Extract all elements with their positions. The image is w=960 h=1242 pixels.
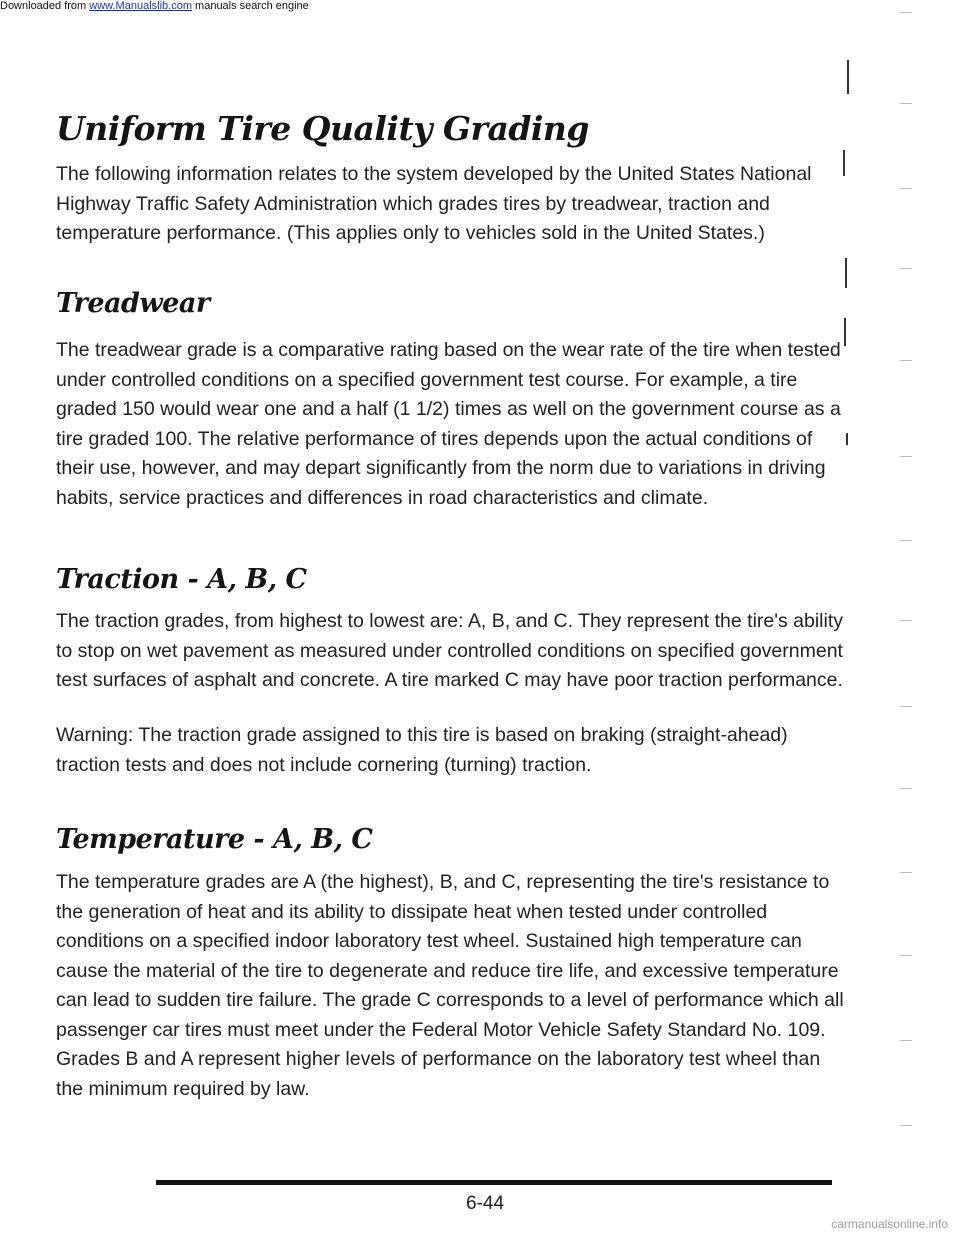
scan-edge-tick — [900, 1040, 912, 1041]
traction-heading: Traction - A, B, C — [56, 564, 307, 595]
scan-edge-mark — [843, 150, 845, 176]
scan-edge-mark — [844, 318, 846, 346]
scan-edge-tick — [900, 1125, 912, 1126]
scan-edge-tick — [900, 540, 912, 541]
temperature-heading: Temperature - A, B, C — [56, 824, 373, 855]
scan-edge-tick — [900, 456, 912, 457]
traction-warning: Warning: The traction grade assigned to this tire is based on braking (straight-ahead) traction tests and does not include cornering (turning) traction. — [56, 724, 788, 776]
traction-paragraph: The traction grades, from highest to lowest are: A, B, and C. They represent the tire's ability to stop on wet pavement as measured under controlled conditions on specified government test surfaces of asphalt and concrete. A tire marked C may have poor traction performance. — [56, 610, 843, 691]
intro-paragraph: The following information relates to the system developed by the United States National Highway Traffic Safety Administration which grades tires by treadwear, traction and temperature performance. (This applies only to vehicles sold in the United States.) — [56, 163, 812, 244]
scan-edge-tick — [900, 360, 912, 361]
scan-edge-tick — [900, 872, 912, 873]
scan-edge-tick — [900, 706, 912, 707]
page-number: 6-44 — [466, 1193, 505, 1214]
scan-edge-mark — [847, 60, 849, 94]
scan-edge-tick — [900, 268, 912, 269]
manualslib-link[interactable]: www.Manualslib.com — [89, 0, 192, 12]
download-banner-suffix: manuals search engine — [191, 0, 309, 12]
scan-edge-tick — [900, 955, 912, 956]
scan-edge-mark — [846, 433, 848, 445]
treadwear-heading: Treadwear — [56, 288, 210, 319]
treadwear-paragraph: The treadwear grade is a comparative rating based on the wear rate of the tire when tested under controlled conditions on a specified government test course. For example, a tire graded 150 would wear one and a half (1 1/2) times as well on the government course as a tire graded 100. The relative performance of tires depends upon the actual conditions of their use, however, and may depart significantly from the norm due to variations in driving habits, service practices and differences in road characteristics and climate. — [56, 339, 841, 509]
watermark: carmanualsonline.info — [831, 1217, 948, 1231]
scan-edge-tick — [900, 103, 912, 104]
scan-edge-tick — [900, 188, 912, 189]
scan-edge-mark — [845, 258, 847, 288]
footer-rule — [156, 1180, 832, 1185]
scan-edge-tick — [900, 620, 912, 621]
page-title: Uniform Tire Quality Grading — [56, 109, 589, 148]
download-banner-prefix: Downloaded from — [0, 0, 90, 12]
temperature-paragraph: The temperature grades are A (the highest), B, and C, representing the tire's resistance to the generation of heat and its ability to dissipate heat when tested under controlled conditions on a specified indoor laboratory test wheel. Sustained high temperature can cause the material of the tire to degenerate and reduce tire life, and excessive temperature can lead to sudden tire failure. The grade C corresponds to a level of performance which all passenger car tires must meet under the Federal Motor Vehicle Safety Standard No. 109. Grades B and A represent higher levels of performance on the laboratory test wheel than the minimum required by law. — [56, 871, 844, 1100]
scan-edge-tick — [900, 12, 912, 13]
scan-edge-tick — [900, 788, 912, 789]
